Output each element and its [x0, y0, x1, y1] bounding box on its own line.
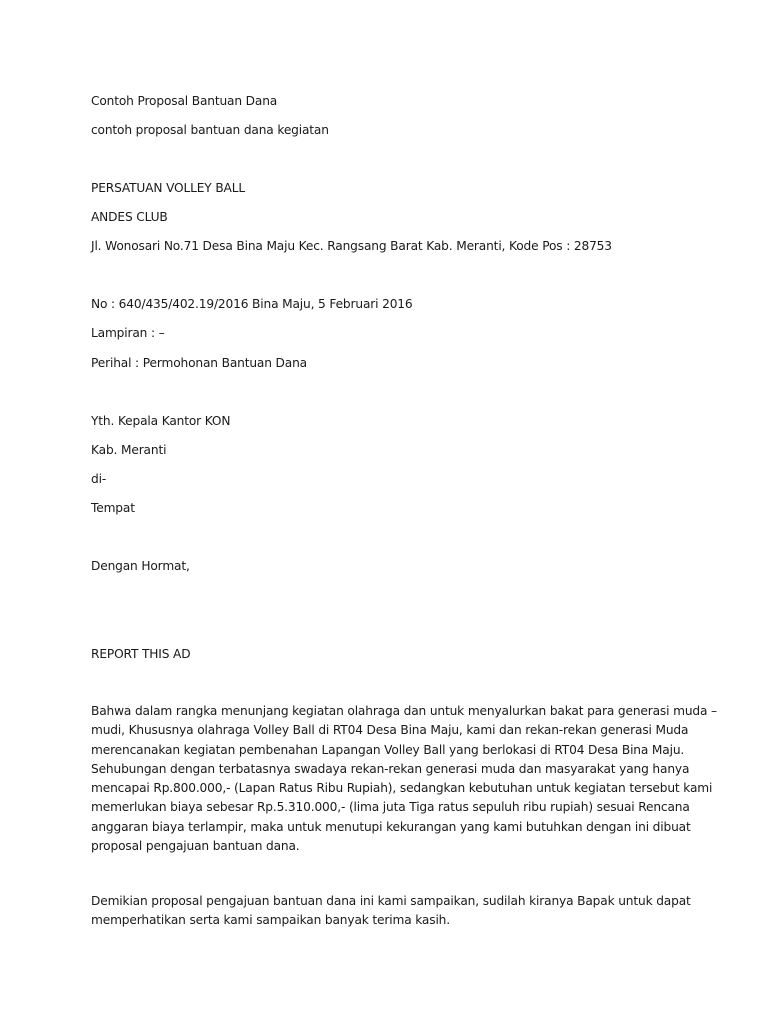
club-name: ANDES CLUB: [91, 210, 168, 224]
body-paragraph-line: proposal pengajuan bantuan dana.: [91, 839, 300, 854]
body-paragraph-line: anggaran biaya terlampir, maka untuk menutupi kekurangan yang kami butuhkan dengan ini dibuat: [91, 819, 691, 834]
greeting: Dengan Hormat,: [91, 559, 190, 573]
body-paragraph-line: merencanakan kegiatan pembenahan Lapangan Volley Ball yang berlokasi di RT04 Desa Bina Maju.: [91, 742, 685, 757]
document-subtitle: contoh proposal bantuan dana kegiatan: [91, 123, 329, 137]
letter-subject: Perihal : Permohonan Bantuan Dana: [91, 356, 307, 370]
body-paragraph-line: mudi, Khususnya olahraga Volley Ball di RT04 Desa Bina Maju, kami dan rekan-rekan generasi Muda: [91, 723, 689, 738]
closing-paragraph-line: Demikian proposal pengajuan bantuan dana ini kami sampaikan, sudilah kiranya Bapak untuk dapat: [91, 894, 691, 908]
letter-attachment: Lampiran : –: [91, 326, 165, 340]
org-address: Jl. Wonosari No.71 Desa Bina Maju Kec. Rangsang Barat Kab. Meranti, Kode Pos : 28753: [91, 239, 612, 253]
document-title: Contoh Proposal Bantuan Dana: [91, 94, 278, 108]
report-ad-link[interactable]: REPORT THIS AD: [91, 647, 191, 661]
body-paragraph: [91, 702, 717, 856]
body-paragraph-line: Sehubungan dengan terbatasnya swadaya rekan-rekan generasi muda dan masyarakat yang hanya: [91, 761, 690, 776]
body-paragraph-line: Bahwa dalam rangka menunjang kegiatan olahraga dan untuk menyalurkan bakat para generasi muda –: [91, 704, 717, 718]
body-paragraph-line: mencapai Rp.800.000,- (Lapan Ratus Ribu Rupiah), sedangkan kebutuhan untuk kegiatan tersebut kami: [91, 781, 713, 796]
org-name: PERSATUAN VOLLEY BALL: [91, 181, 246, 195]
closing-paragraph: [91, 892, 691, 931]
recipient-line: Yth. Kepala Kantor KON: [91, 414, 231, 428]
body-paragraph-line: memerlukan biaya sebesar Rp.5.310.000,- (lima juta Tiga ratus sepuluh ribu rupiah) sesuai Rencana: [91, 800, 690, 815]
letter-number-date: No : 640/435/402.19/2016 Bina Maju, 5 Februari 2016: [91, 297, 413, 311]
closing-paragraph-line: memperhatikan serta kami sampaikan banyak terima kasih.: [91, 913, 450, 928]
recipient-line: Kab. Meranti: [91, 443, 167, 457]
recipient-line: Tempat: [91, 501, 135, 515]
recipient-line: di-: [91, 472, 107, 486]
